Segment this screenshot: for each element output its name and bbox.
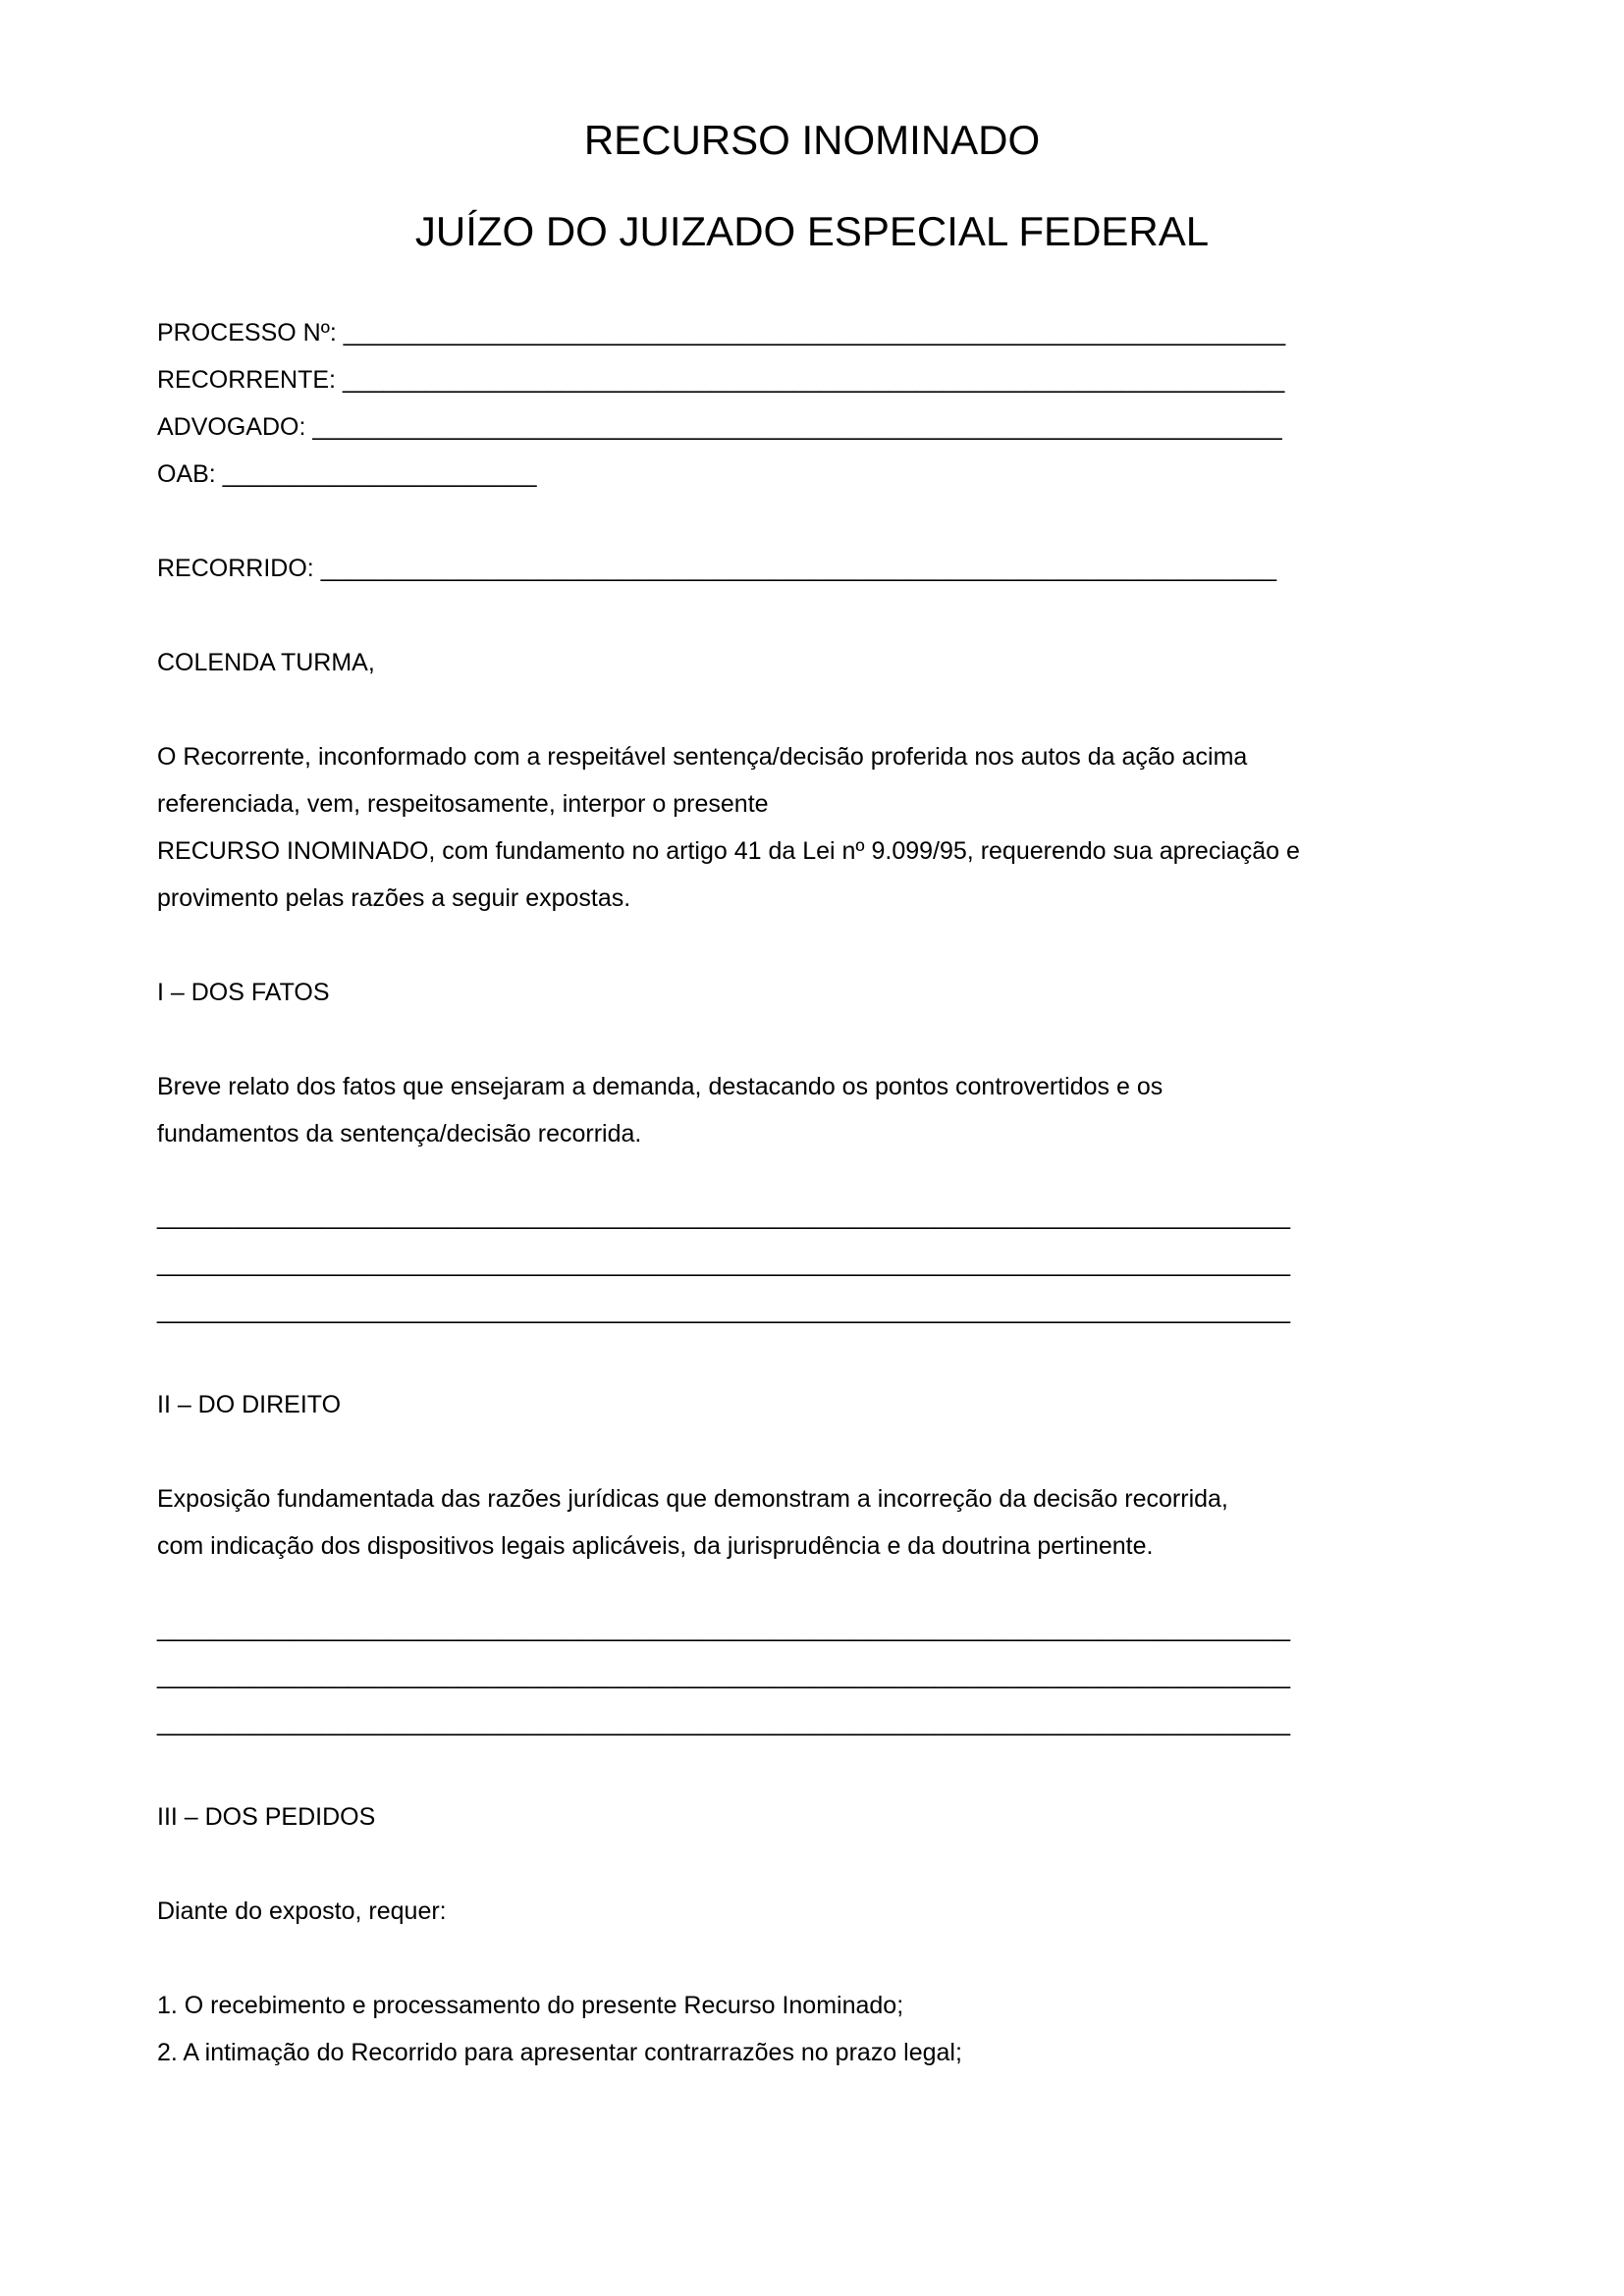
section-2-heading: II – DO DIREITO bbox=[157, 1391, 342, 1418]
section-1-heading: I – DOS FATOS bbox=[157, 979, 330, 1006]
section-1-description-line: fundamentos da sentença/decisão recorrida. bbox=[157, 1120, 642, 1148]
field-recorrido-blank-line: ______________________________________________________________________ bbox=[320, 555, 1277, 582]
document-subtitle: JUÍZO DO JUIZADO ESPECIAL FEDERAL bbox=[414, 208, 1210, 254]
intro-paragraph-line: O Recorrente, inconformado com a respeitável sentença/decisão proferida nos autos da ação acima bbox=[157, 743, 1248, 771]
field-processo-blank-line: _____________________________________________________________________ bbox=[343, 319, 1286, 347]
section-2-description bbox=[157, 1475, 1467, 1570]
field-recorrido-label: RECORRIDO: bbox=[157, 555, 314, 582]
field-advogado bbox=[157, 403, 1467, 451]
field-recorrido bbox=[157, 545, 1467, 592]
field-oab-blank-line: _______________________ bbox=[222, 460, 537, 488]
document-title: RECURSO INOMINADO bbox=[583, 117, 1041, 163]
field-processo bbox=[157, 309, 1467, 356]
intro-paragraph-line: provimento pelas razões a seguir expostas. bbox=[157, 884, 631, 912]
section-2-description-line: com indicação dos dispositivos legais aplicáveis, da jurisprudência e da doutrina pertinente. bbox=[157, 1532, 1154, 1560]
field-oab bbox=[157, 451, 1467, 498]
request-item-1: 1. O recebimento e processamento do presente Recurso Inominado; bbox=[157, 1992, 904, 2019]
field-advogado-blank-line: _______________________________________________________________________ bbox=[312, 413, 1282, 441]
request-item-2: 2. A intimação do Recorrido para apresentar contrarrazões no prazo legal; bbox=[157, 2039, 962, 2066]
fill-in-line: ___________________________________________________________________________________ bbox=[157, 1202, 1291, 1230]
intro-paragraph-line: RECURSO INOMINADO, com fundamento no artigo 41 da Lei nº 9.099/95, requerendo sua apreciação e bbox=[157, 837, 1300, 865]
intro-paragraph bbox=[157, 733, 1467, 922]
fill-in-line: ___________________________________________________________________________________ bbox=[157, 1250, 1291, 1277]
field-recorrente-blank-line: _____________________________________________________________________ bbox=[342, 366, 1285, 394]
field-oab-label: OAB: bbox=[157, 460, 216, 488]
field-recorrente-label: RECORRENTE: bbox=[157, 366, 336, 394]
salutation: COLENDA TURMA, bbox=[157, 649, 375, 676]
field-recorrente bbox=[157, 356, 1467, 403]
intro-paragraph-line: referenciada, vem, respeitosamente, interpor o presente bbox=[157, 790, 769, 818]
field-processo-label: PROCESSO Nº: bbox=[157, 319, 337, 347]
requests-list bbox=[157, 1982, 1467, 2076]
section-3-heading: III – DOS PEDIDOS bbox=[157, 1803, 376, 1831]
section-1-description bbox=[157, 1063, 1467, 1157]
section-2-description-line: Exposição fundamentada das razões jurídicas que demonstram a incorreção da decisão recorrida, bbox=[157, 1485, 1228, 1513]
section-1-description-line: Breve relato dos fatos que ensejaram a demanda, destacando os pontos controvertidos e os bbox=[157, 1073, 1164, 1100]
fill-in-line: ___________________________________________________________________________________ bbox=[157, 1297, 1291, 1324]
fill-in-line: ___________________________________________________________________________________ bbox=[157, 1709, 1291, 1736]
fill-in-line: ___________________________________________________________________________________ bbox=[157, 1662, 1291, 1689]
fill-in-line: ___________________________________________________________________________________ bbox=[157, 1615, 1291, 1642]
section-3-lead-in: Diante do exposto, requer: bbox=[157, 1897, 447, 1925]
section-2-fill-in-lines bbox=[157, 1605, 1467, 1746]
field-advogado-label: ADVOGADO: bbox=[157, 413, 306, 441]
case-header-fields bbox=[157, 309, 1467, 498]
section-1-fill-in-lines bbox=[157, 1193, 1467, 1334]
